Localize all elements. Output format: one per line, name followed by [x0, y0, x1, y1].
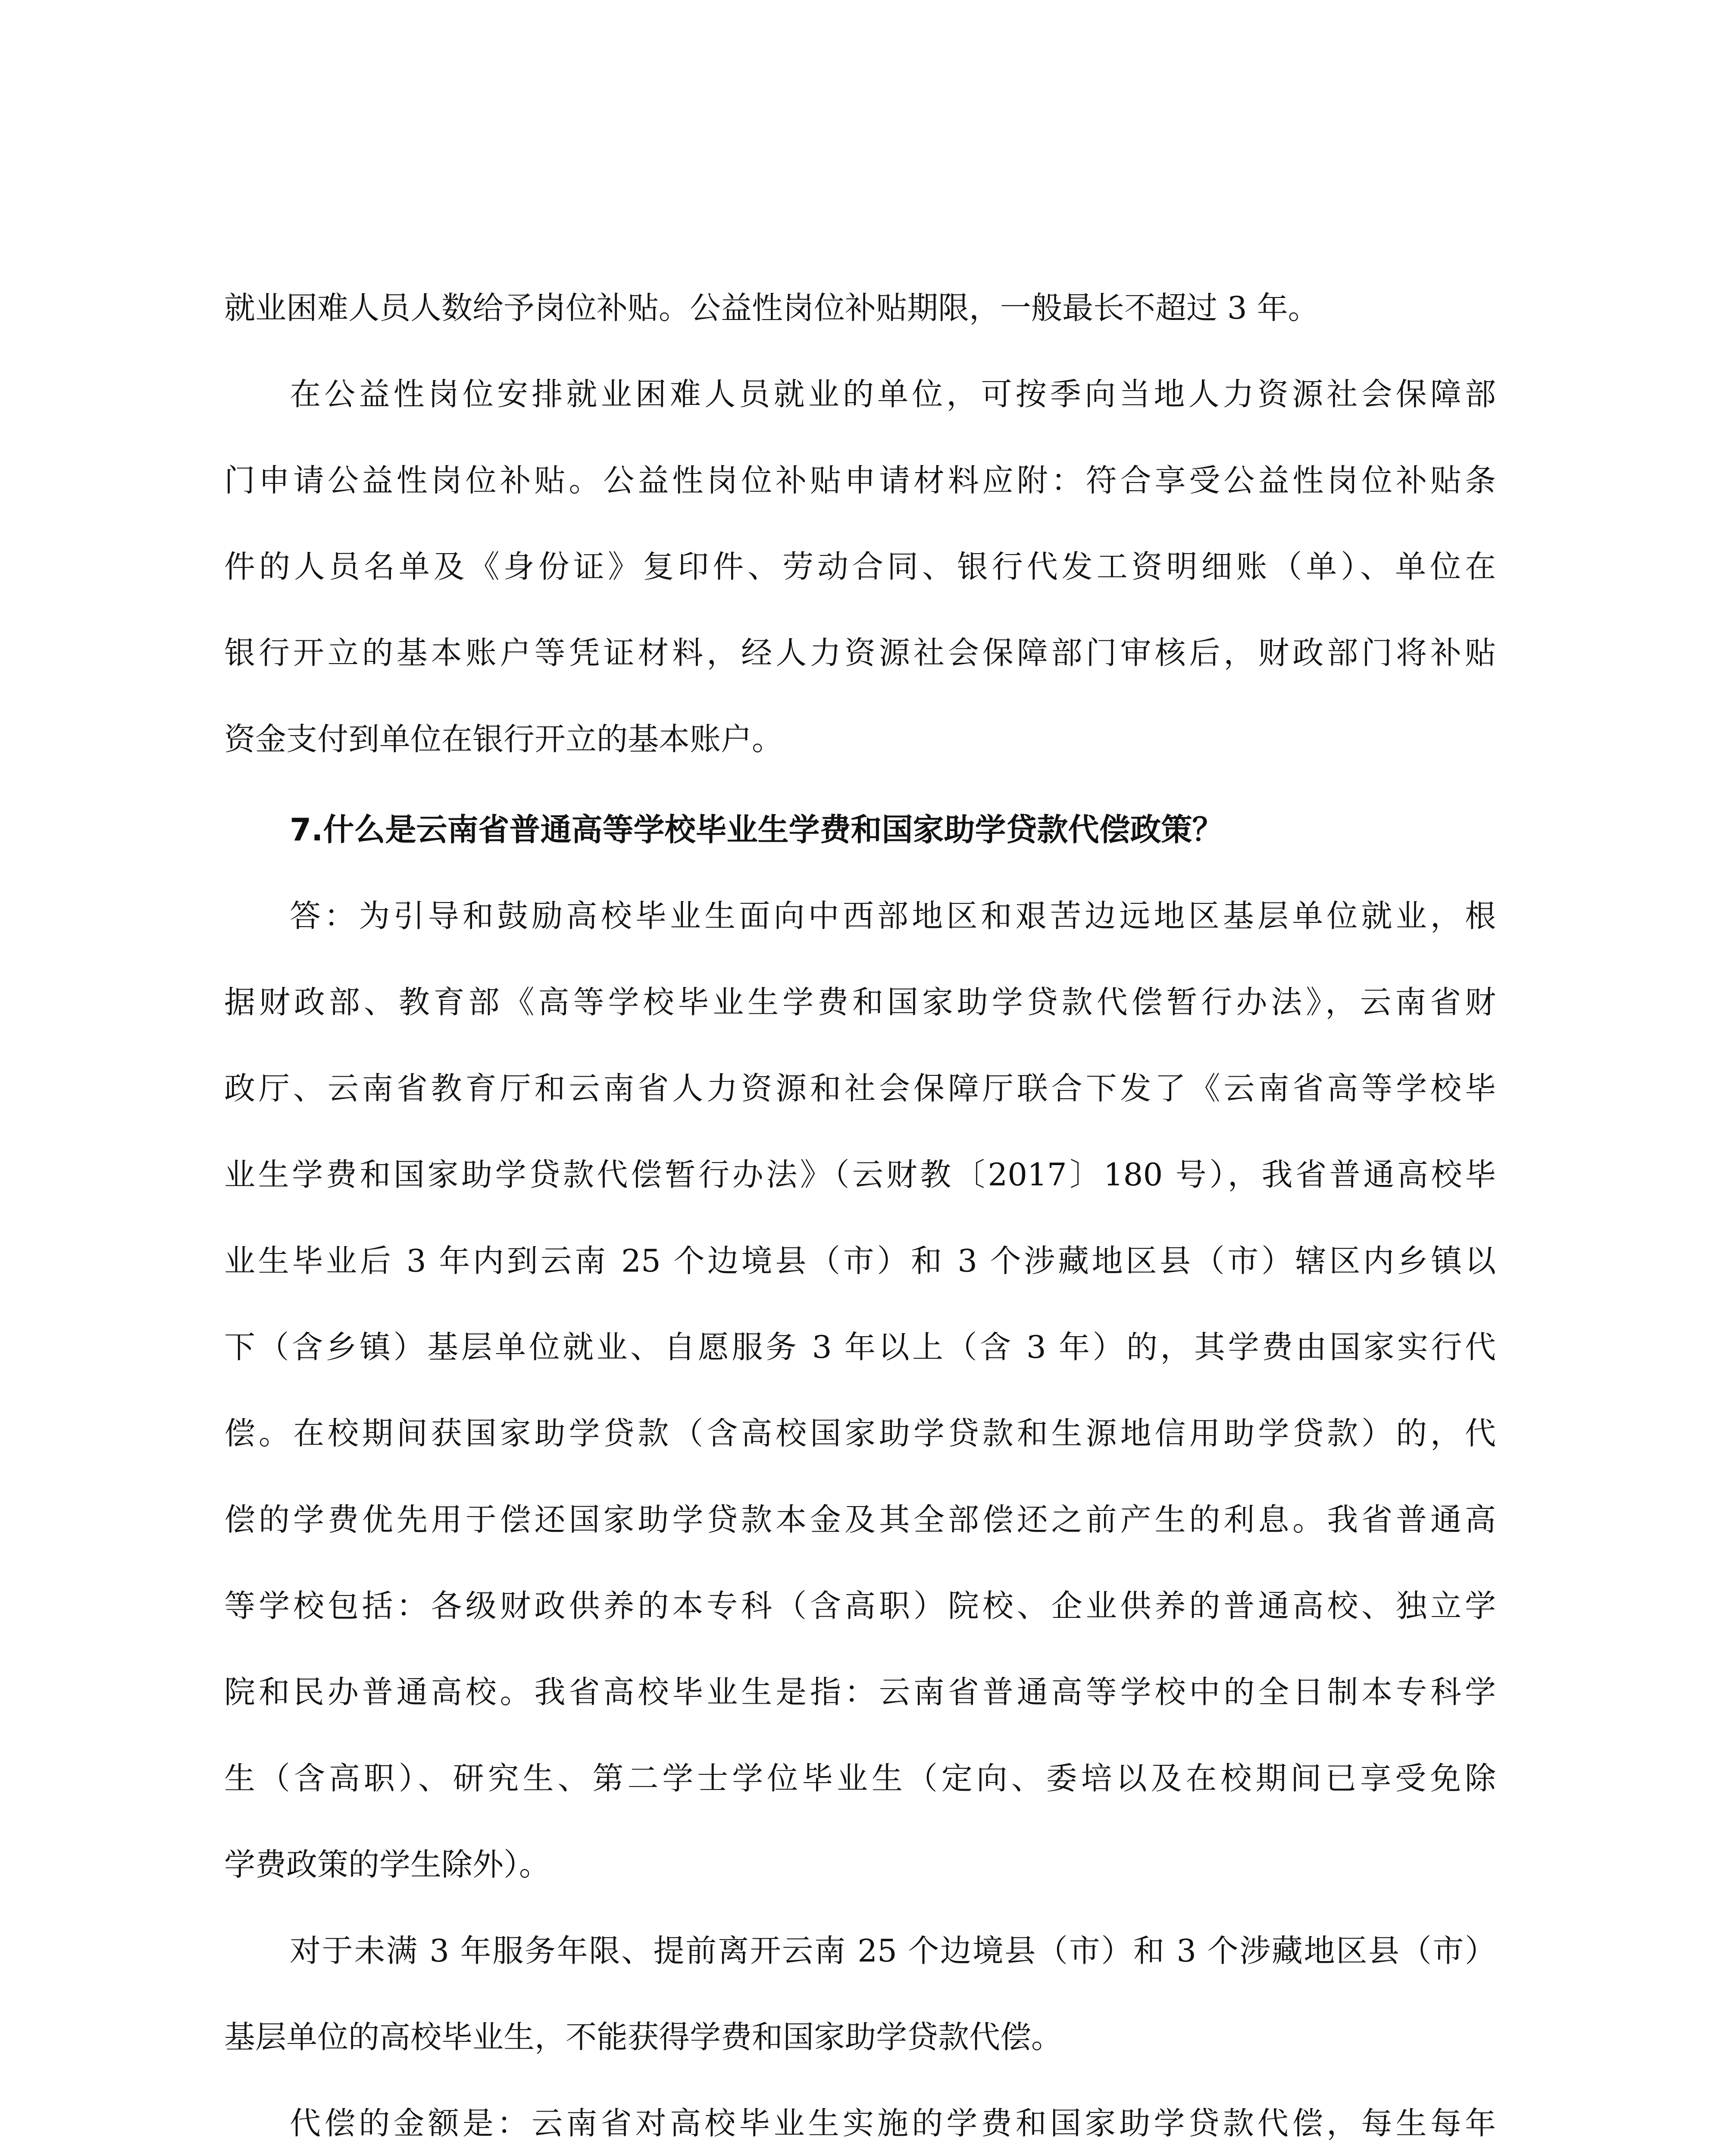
text-line: 偿。在校期间获国家助学贷款（含高校国家助学贷款和生源地信用助学贷款）的，代 — [224, 1415, 1496, 1451]
text-line: 答：为引导和鼓励高校毕业生面向中西部地区和艰苦边远地区基层单位就业，根 — [290, 898, 1496, 934]
text-line: 业生学费和国家助学贷款代偿暂行办法》（云财教〔2017〕180 号），我省普通高校毕 — [224, 1156, 1496, 1193]
text-line: 对于未满 3 年服务年限、提前离开云南 25 个边境县（市）和 3 个涉藏地区县（市） — [290, 1933, 1496, 1969]
text-line: 在公益性岗位安排就业困难人员就业的单位，可按季向当地人力资源社会保障部 — [290, 376, 1496, 412]
section-heading: 7.什么是云南省普通高等学校毕业生学费和国家助学贷款代偿政策？ — [290, 812, 1223, 848]
text-line: 生（含高职）、研究生、第二学士学位毕业生（定向、委培以及在校期间已享受免除 — [224, 1760, 1496, 1796]
text-line: 偿的学费优先用于偿还国家助学贷款本金及其全部偿还之前产生的利息。我省普通高 — [224, 1501, 1496, 1538]
text-line: 银行开立的基本账户等凭证材料，经人力资源社会保障部门审核后，财政部门将补贴 — [224, 635, 1496, 671]
text-line: 资金支付到单位在银行开立的基本账户。 — [224, 721, 783, 757]
text-line: 基层单位的高校毕业生，不能获得学费和国家助学贷款代偿。 — [224, 2019, 1063, 2055]
text-line: 门申请公益性岗位补贴。公益性岗位补贴申请材料应附：符合享受公益性岗位补贴条 — [224, 462, 1496, 498]
text-line: 就业困难人员人数给予岗位补贴。公益性岗位补贴期限，一般最长不超过 3 年。 — [224, 290, 1319, 326]
text-line: 政厅、云南省教育厅和云南省人力资源和社会保障厅联合下发了《云南省高等学校毕 — [224, 1070, 1496, 1106]
text-line: 院和民办普通高校。我省高校毕业生是指：云南省普通高等学校中的全日制本专科学 — [224, 1674, 1496, 1710]
text-line: 件的人员名单及《身份证》复印件、劳动合同、银行代发工资明细账（单）、单位在 — [224, 548, 1496, 585]
text-line: 等学校包括：各级财政供养的本专科（含高职）院校、企业供养的普通高校、独立学 — [224, 1588, 1496, 1624]
text-line: 业生毕业后 3 年内到云南 25 个边境县（市）和 3 个涉藏地区县（市）辖区内乡镇以 — [224, 1243, 1496, 1279]
text-line: 学费政策的学生除外）。 — [224, 1846, 551, 1883]
text-line: 据财政部、教育部《高等学校毕业生学费和国家助学贷款代偿暂行办法》，云南省财 — [224, 984, 1496, 1020]
text-line: 代偿的金额是：云南省对高校毕业生实施的学费和国家助学贷款代偿，每生每年 — [290, 2105, 1496, 2141]
text-line: 下（含乡镇）基层单位就业、自愿服务 3 年以上（含 3 年）的，其学费由国家实行代 — [224, 1329, 1496, 1365]
